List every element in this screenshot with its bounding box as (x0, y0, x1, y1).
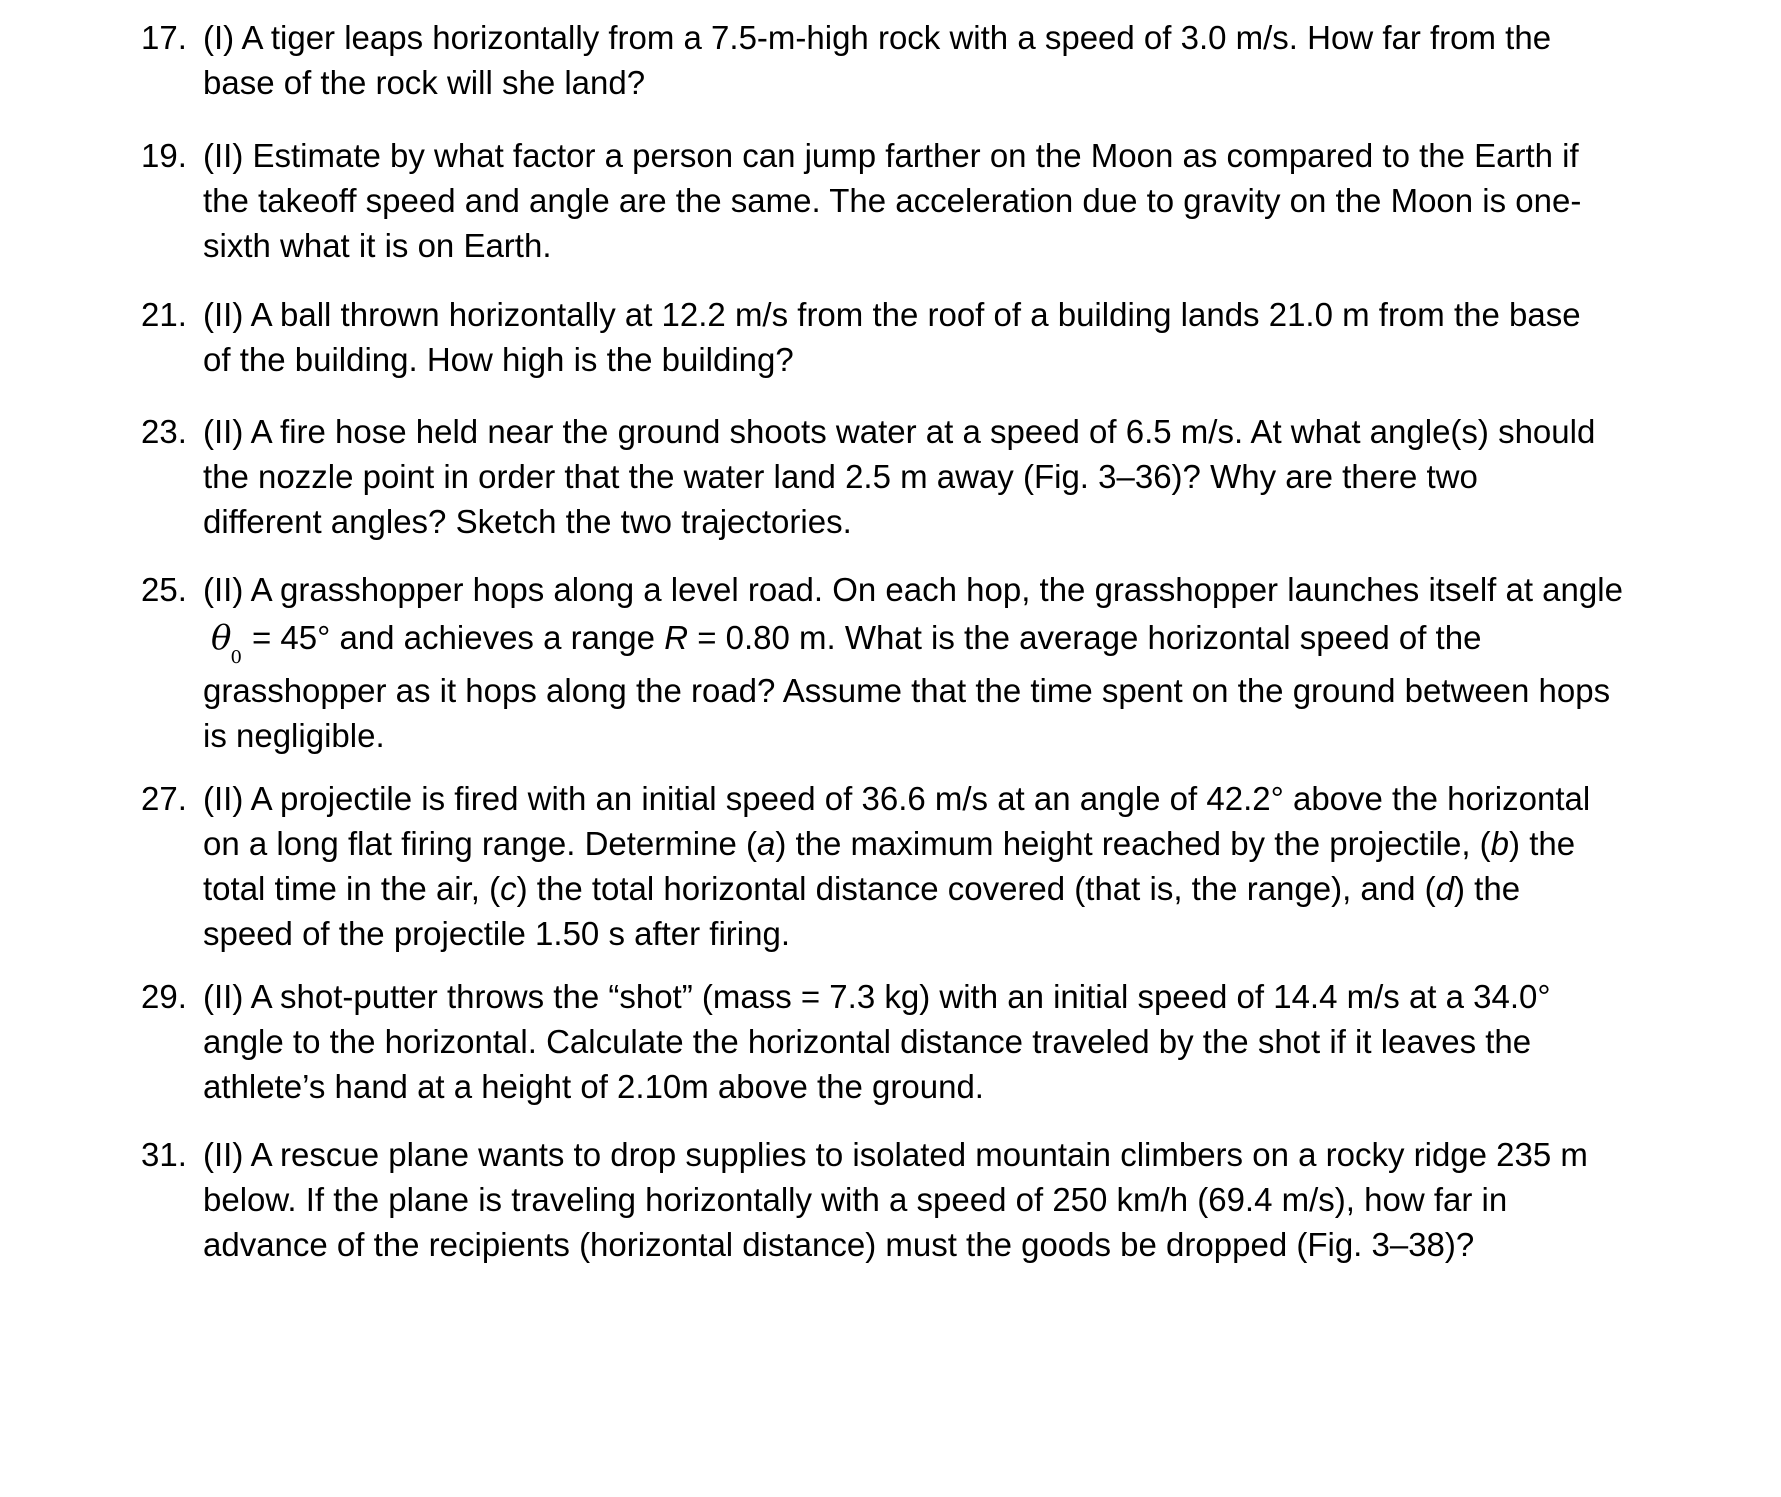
problem-text-fragment: ) the (1454, 870, 1521, 907)
problem-text (203, 974, 1661, 1109)
problem-number: 17. (141, 19, 187, 56)
problem-21 (141, 292, 1661, 382)
problem-text (203, 776, 1661, 956)
problem-29 (141, 974, 1661, 1109)
problem-text (203, 567, 1661, 758)
problem-line: is negligible. (203, 717, 385, 754)
problem-31 (141, 1132, 1661, 1267)
problem-number: 31. (141, 1136, 187, 1173)
problem-line: (II) A shot-putter throws the “shot” (mass = 7.3 kg) with an initial speed of 14.4 m/s at a 34.0° (203, 978, 1551, 1015)
problem-line: grasshopper as it hops along the road? Assume that the time spent on the ground between hops (203, 672, 1611, 709)
problem-line: different angles? Sketch the two trajectories. (203, 503, 852, 540)
problem-line: (II) A rescue plane wants to drop supplies to isolated mountain climbers on a rocky ridge 235 m (203, 1136, 1588, 1173)
problem-text-fragment: total time in the air, ( (203, 870, 501, 907)
problem-line: (II) A grasshopper hops along a level road. On each hop, the grasshopper launches itself at angle (203, 571, 1623, 608)
problem-19 (141, 133, 1661, 268)
problem-text (203, 1132, 1661, 1267)
problem-text-fragment: ) the maximum height reached by the projectile, ( (775, 825, 1491, 862)
problem-line: (II) A ball thrown horizontally at 12.2 m/s from the roof of a building lands 21.0 m from the base (203, 296, 1581, 333)
problem-line: advance of the recipients (horizontal distance) must the goods be dropped (Fig. 3–38)? (203, 1226, 1475, 1263)
problem-17 (141, 15, 1661, 105)
problem-number: 23. (141, 413, 187, 450)
problem-27 (141, 776, 1661, 956)
problem-line: (II) A fire hose held near the ground shoots water at a speed of 6.5 m/s. At what angle(s) should (203, 413, 1596, 450)
range-variable: R (664, 619, 689, 656)
part-letter: c (500, 870, 517, 907)
problem-line: the takeoff speed and angle are the same. The acceleration due to gravity on the Moon is one- (203, 182, 1582, 219)
problem-line: base of the rock will she land? (203, 64, 646, 101)
problem-number: 29. (141, 978, 187, 1015)
problem-line: athlete’s hand at a height of 2.10m above the ground. (203, 1068, 984, 1105)
problem-line: speed of the projectile 1.50 s after firing. (203, 915, 791, 952)
problem-text-fragment: = 45° and achieves a range (251, 619, 665, 656)
problem-line (203, 821, 1661, 866)
problem-line: (II) Estimate by what factor a person can jump farther on the Moon as compared to the Earth if (203, 137, 1579, 174)
problem-line: sixth what it is on Earth. (203, 227, 552, 264)
problem-line: of the building. How high is the building? (203, 341, 794, 378)
part-letter: d (1435, 870, 1455, 907)
problem-25 (141, 567, 1661, 758)
problem-text-fragment: ) the (1509, 825, 1576, 862)
problem-line: (I) A tiger leaps horizontally from a 7.5-m-high rock with a speed of 3.0 m/s. How far from the (203, 19, 1552, 56)
problem-line: (II) A projectile is fired with an initial speed of 36.6 m/s at an angle of 42.2° above the horizontal (203, 780, 1591, 817)
problem-text (203, 292, 1661, 382)
part-letter: a (756, 825, 776, 862)
problem-line: angle to the horizontal. Calculate the horizontal distance traveled by the shot if it leaves the (203, 1023, 1532, 1060)
problem-number: 21. (141, 296, 187, 333)
problem-line-with-theta (203, 612, 1661, 668)
problem-number: 25. (141, 571, 187, 608)
problem-text (203, 409, 1661, 544)
problem-text-fragment: ) the total horizontal distance covered (that is, the range), and ( (516, 870, 1436, 907)
problem-text (203, 133, 1661, 268)
problem-line: the nozzle point in order that the water land 2.5 m away (Fig. 3–36)? Why are there two (203, 458, 1478, 495)
problem-line: below. If the plane is traveling horizontally with a speed of 250 km/h (69.4 m/s), how far in (203, 1181, 1508, 1218)
problem-number: 27. (141, 780, 187, 817)
problem-line (203, 866, 1661, 911)
part-letter: b (1490, 825, 1510, 862)
theta-subscript: 0 (230, 647, 242, 668)
problem-text-fragment: = 0.80 m. What is the average horizontal speed of the (688, 619, 1482, 656)
problem-text (203, 15, 1661, 105)
problem-text-fragment: on a long flat firing range. Determine ( (203, 825, 757, 862)
problem-23 (141, 409, 1661, 544)
theta-symbol: θ (211, 618, 232, 658)
problem-number: 19. (141, 137, 187, 174)
